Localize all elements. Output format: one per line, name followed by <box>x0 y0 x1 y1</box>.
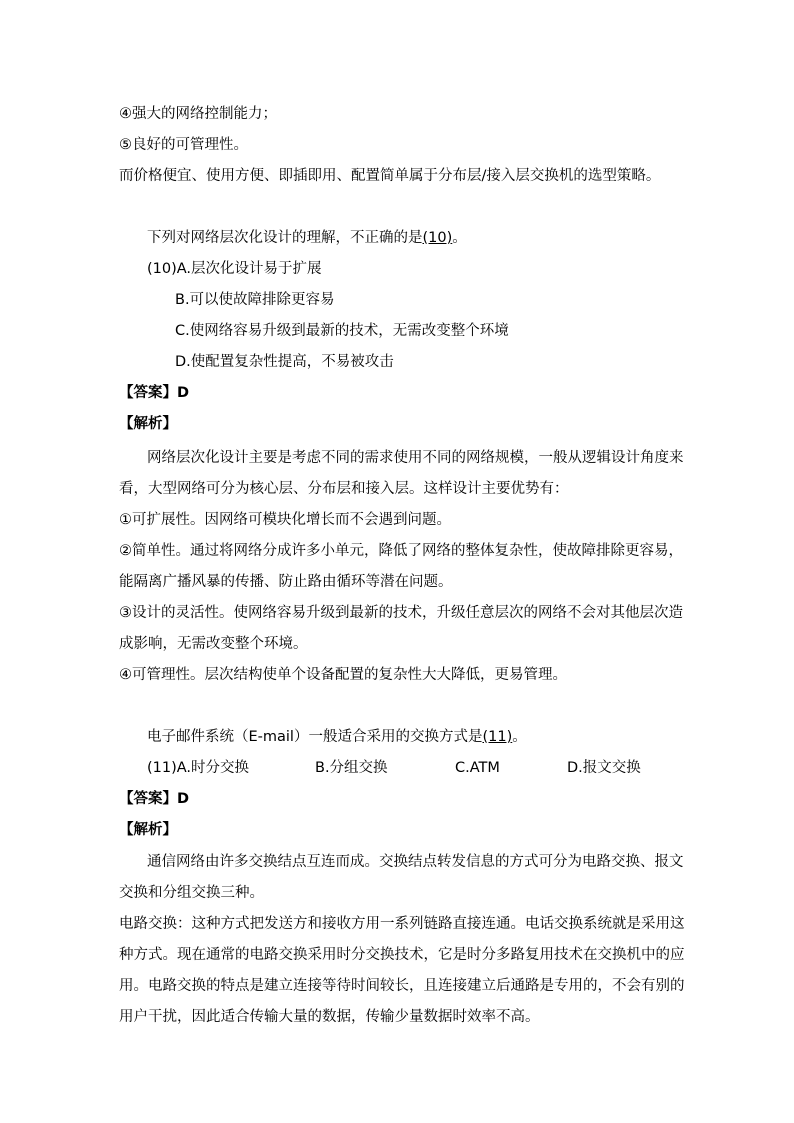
q11-analysis-line-2: 交换和分组交换三种。 <box>119 885 264 901</box>
q11-blank: (11) <box>482 729 513 745</box>
q11-stem-end: 。 <box>512 729 527 745</box>
q10-analysis-line-3: ①可扩展性。因网络可模块化增长而不会遇到问题。 <box>119 512 451 528</box>
intro-line-1: ④强大的网络控制能力； <box>119 106 277 122</box>
q11-answer-label: 【答案】 <box>119 791 177 807</box>
q10-stem-text: 下列对网络层次化设计的理解，不正确的是 <box>147 230 423 246</box>
q10-analysis-line-2: 看，大型网络可分为核心层、分布层和接入层。这样设计主要优势有： <box>119 481 569 497</box>
q11-analysis-line-1: 通信网络由许多交换结点互连而成。交换结点转发信息的方式可分为电路交换、报文 <box>147 854 684 870</box>
q10-answer-label: 【答案】 <box>119 385 177 401</box>
q11-analysis-line-6: 用户干扰，因此适合传输大量的数据，传输少量数据时效率不高。 <box>119 1009 540 1025</box>
q10-stem-end: 。 <box>452 230 467 246</box>
q10-blank: (10) <box>422 230 453 246</box>
q11-stem <box>147 727 527 747</box>
q11-option-d: D.报文交换 <box>567 760 641 776</box>
q11-analysis-line-4: 种方式。现在通常的电路交换采用时分交换技术，它是时分多路复用技术在交换机中的应 <box>119 947 685 963</box>
q11-analysis-label: 【解析】 <box>119 822 177 838</box>
q11-analysis-line-5: 用。电路交换的特点是建立连接等待时间较长，且连接建立后通路是专用的，不会有别的 <box>119 978 685 994</box>
intro-line-3: 而价格便宜、使用方便、即插即用、配置简单属于分布层/接入层交换机的选型策略。 <box>119 168 661 184</box>
q10-analysis-line-6: ③设计的灵活性。使网络容易升级到最新的技术，升级任意层次的网络不会对其他层次造 <box>119 605 683 621</box>
q10-analysis-line-8: ④可管理性。层次结构使单个设备配置的复杂性大大降低，更易管理。 <box>119 667 567 683</box>
q10-answer-value: D <box>177 385 190 401</box>
q11-answer <box>119 789 189 809</box>
q10-analysis-label: 【解析】 <box>119 416 177 432</box>
q10-option-a: (10)A.层次化设计易于扩展 <box>147 261 322 277</box>
q10-analysis-line-5: 能隔离广播风暴的传播、防止路由循环等潜在问题。 <box>119 574 453 590</box>
q11-answer-value: D <box>177 791 190 807</box>
q10-analysis-line-1: 网络层次化设计主要是考虑不同的需求使用不同的网络规模，一般从逻辑设计角度来 <box>147 450 684 466</box>
q10-stem <box>147 228 467 248</box>
q11-option-a: (11)A.时分交换 <box>147 760 250 776</box>
q10-option-d: D.使配置复杂性提高，不易被攻击 <box>175 354 394 370</box>
q11-option-c: C.ATM <box>455 760 500 776</box>
q10-option-b: B.可以使故障排除更容易 <box>175 292 335 308</box>
q10-analysis-line-4: ②简单性。通过将网络分成许多小单元，降低了网络的整体复杂性，使故障排除更容易， <box>119 543 683 559</box>
q11-option-b: B.分组交换 <box>315 760 388 776</box>
intro-line-2: ⑤良好的可管理性。 <box>119 137 248 153</box>
q11-stem-text: 电子邮件系统（E-mail）一般适合采用的交换方式是 <box>147 729 483 745</box>
q11-analysis-line-3: 电路交换：这种方式把发送方和接收方用一系列链路直接连通。电话交换系统就是采用这 <box>119 916 685 932</box>
q10-option-c: C.使网络容易升级到最新的技术，无需改变整个环境 <box>175 323 509 339</box>
q10-analysis-line-7: 成影响，无需改变整个环境。 <box>119 636 308 652</box>
q10-answer <box>119 383 189 403</box>
